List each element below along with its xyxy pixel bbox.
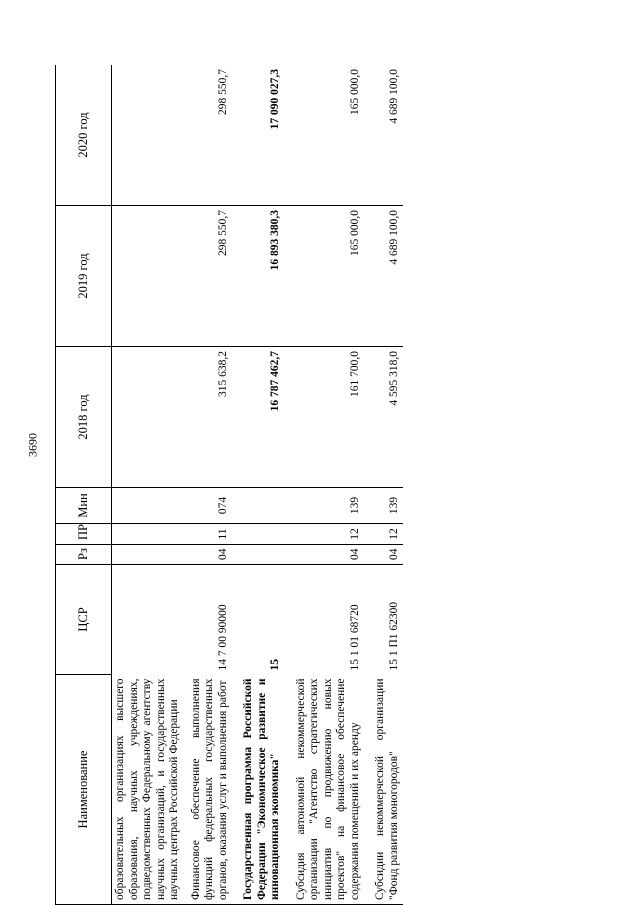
row-min: 139 bbox=[295, 488, 375, 524]
row-name: образовательных организациях высшего образования, научных учреждениях, подведомственных Федеральному агентству научных организаций, и государственных научных центрах Российской Федерации bbox=[112, 675, 190, 905]
row-rz: 04 bbox=[190, 545, 243, 565]
row-name: Субсидии некоммерческой организации "Фонд развития моногородов" bbox=[374, 675, 403, 905]
row-name: Субсидия автономной некоммерческой организации "Агентство стратегических инициатив по продвижению новых проектов" на финансовое обеспечение содержания помещений и их аренду bbox=[295, 675, 375, 905]
row-min: 074 bbox=[190, 488, 243, 524]
header-2018: 2018 год bbox=[56, 347, 112, 488]
table-header-row bbox=[56, 65, 112, 905]
row-rz: 04 bbox=[374, 545, 403, 565]
row-min bbox=[242, 488, 295, 524]
row-2018: 4 595 318,0 bbox=[374, 347, 403, 488]
row-csr: 15 1 01 68720 bbox=[295, 565, 375, 675]
row-2019 bbox=[112, 206, 190, 347]
row-pr bbox=[112, 524, 190, 545]
row-2020: 298 550,7 bbox=[190, 65, 243, 206]
row-csr: 14 7 00 90000 bbox=[190, 565, 243, 675]
table-row bbox=[374, 65, 403, 905]
table-row-program bbox=[242, 65, 295, 905]
row-2018: 16 787 462,7 bbox=[242, 347, 295, 488]
table-row bbox=[295, 65, 375, 905]
page-number: 3690 bbox=[25, 433, 40, 457]
row-name: Государственная программа Российской Федерации "Экономическое развитие и инновационная экономика" bbox=[242, 675, 295, 905]
row-2020: 165 000,0 bbox=[295, 65, 375, 206]
row-name: Финансовое обеспечение выполнения функций федеральных государственных органов, оказания услуг и выполнения работ bbox=[190, 675, 243, 905]
row-csr: 15 bbox=[242, 565, 295, 675]
row-2018 bbox=[112, 347, 190, 488]
row-2020 bbox=[112, 65, 190, 206]
row-2018: 161 700,0 bbox=[295, 347, 375, 488]
header-name: Наименование bbox=[56, 675, 112, 905]
row-min bbox=[112, 488, 190, 524]
table-row bbox=[190, 65, 243, 905]
header-pr: ПР bbox=[56, 524, 112, 545]
budget-table bbox=[55, 65, 403, 905]
row-pr: 11 bbox=[190, 524, 243, 545]
table-row bbox=[112, 65, 190, 905]
row-2020: 4 689 100,0 bbox=[374, 65, 403, 206]
row-pr: 12 bbox=[374, 524, 403, 545]
row-2019: 298 550,7 bbox=[190, 206, 243, 347]
header-min: Мин bbox=[56, 488, 112, 524]
row-2019: 16 893 380,3 bbox=[242, 206, 295, 347]
row-2019: 165 000,0 bbox=[295, 206, 375, 347]
header-2020: 2020 год bbox=[56, 65, 112, 206]
row-2019: 4 689 100,0 bbox=[374, 206, 403, 347]
row-min: 139 bbox=[374, 488, 403, 524]
row-rz bbox=[112, 545, 190, 565]
row-2020: 17 090 027,3 bbox=[242, 65, 295, 206]
table-sheet bbox=[55, 65, 590, 905]
row-rz bbox=[242, 545, 295, 565]
row-pr bbox=[242, 524, 295, 545]
rotated-page-frame bbox=[55, 65, 590, 905]
header-rz: Рз bbox=[56, 545, 112, 565]
header-csr: ЦСР bbox=[56, 565, 112, 675]
row-csr: 15 1 П1 62300 bbox=[374, 565, 403, 675]
row-pr: 12 bbox=[295, 524, 375, 545]
row-2018: 315 638,2 bbox=[190, 347, 243, 488]
row-csr bbox=[112, 565, 190, 675]
row-rz: 04 bbox=[295, 545, 375, 565]
header-2019: 2019 год bbox=[56, 206, 112, 347]
